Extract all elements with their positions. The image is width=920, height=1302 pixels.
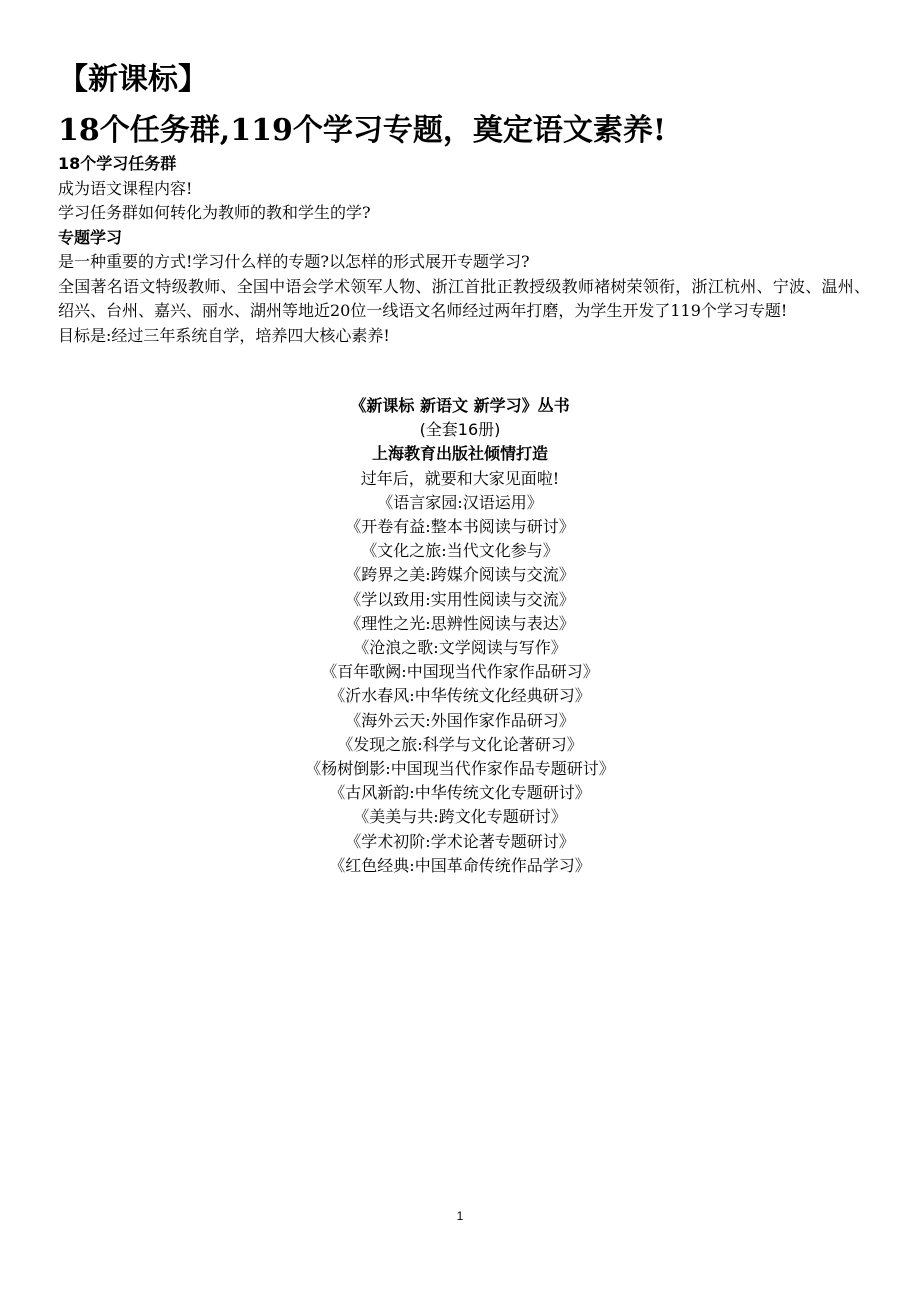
page-title: 18个任务群,119个学习专题，奠定语文素养! [58,113,666,148]
book-title: 《杨树倒影:中国现当代作家作品专题研讨》 [305,759,615,779]
series-section [0,394,920,878]
topics-heading: 专题学习 [58,227,123,247]
book-title: 《发现之旅:科学与文化论著研习》 [337,734,583,754]
intro-section [58,152,870,348]
book-title: 《古风新韵:中华传统文化专题研讨》 [329,783,591,803]
tasks-line-2: 学习任务群如何转化为教师的教和学生的学? [58,203,371,222]
topics-line-1: 是一种重要的方式!学习什么样的专题?以怎样的形式展开专题学习? [58,252,530,271]
section-tag: 【新课标】 [58,62,208,97]
book-title: 《学以致用:实用性阅读与交流》 [345,589,575,609]
book-title: 《跨界之美:跨媒介阅读与交流》 [345,565,575,585]
book-title: 《开卷有益:整本书阅读与研讨》 [345,517,575,537]
tasks-heading: 18个学习任务群 [58,154,177,173]
series-publisher: 上海教育出版社倾情打造 [371,444,548,464]
tasks-line-1: 成为语文课程内容! [58,178,193,198]
book-title: 《百年歌阙:中国现当代作家作品研习》 [321,662,599,682]
book-title: 《理性之光:思辨性阅读与表达》 [345,613,575,633]
book-title: 《美美与共:跨文化专题研讨》 [353,807,567,827]
topics-paragraph: 全国著名语文特级教师、全国中语会学术领军人物、浙江首批正教授级教师褚树荣领衔，浙江杭州、宁波、温州、绍兴、台州、嘉兴、丽水、湖州等地近20位一线语文名师经过两年打磨，为学生开发了119个学习专题! [58,276,870,320]
series-announcement: 过年后，就要和大家见面啦! [360,468,560,488]
book-title: 《海外云天:外国作家作品研习》 [345,710,575,730]
book-title: 《学术初阶:学术论著专题研讨》 [345,831,575,851]
book-title: 《文化之旅:当代文化参与》 [361,541,559,561]
series-volumes: (全套16册) [419,420,501,440]
page-number: 1 [456,1209,464,1223]
book-title: 《红色经典:中国革命传统作品学习》 [329,855,591,875]
series-title: 《新课标 新语文 新学习》丛书 [350,396,570,415]
goal-line: 目标是:经过三年系统自学，培养四大核心素养! [58,325,390,345]
book-title: 《沧浪之歌:文学阅读与写作》 [353,638,567,658]
book-title: 《沂水春风:中华传统文化经典研习》 [329,686,591,706]
book-title: 《语言家园:汉语运用》 [377,492,543,512]
